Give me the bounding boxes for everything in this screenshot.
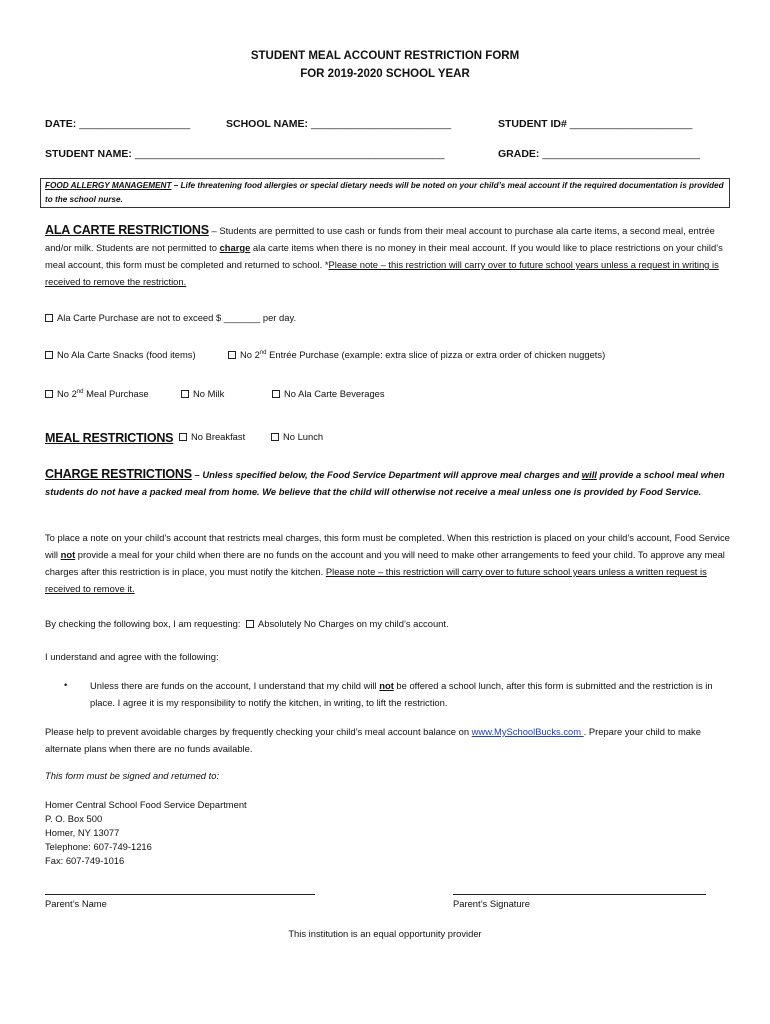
- student-name-label: STUDENT NAME:: [45, 148, 132, 160]
- bullet-text-2: be offered a school lunch, after this form is submitted and the restriction is in place. I agree it is my responsibility to notify the kitchen, in writing, to lift the restriction.: [90, 680, 713, 708]
- equal-opportunity-statement: This institution is an equal opportunity provider: [288, 928, 482, 939]
- option-no-lunch-label: No Lunch: [283, 431, 324, 442]
- checkbox-no-beverages[interactable]: [272, 390, 280, 398]
- ala-carte-text-2: ala carte items when there is no money in their meal account. If you would like to place restrictions on your child’s meal account, this form must be completed and returned to school. *: [45, 242, 723, 270]
- checkbox-no-2nd-entree[interactable]: [228, 351, 236, 359]
- school-name-blank[interactable]: ________________________: [310, 118, 452, 130]
- charge-restrictions-intro: [45, 466, 730, 500]
- meal-restrictions-row: [45, 429, 173, 447]
- date-blank[interactable]: ___________________: [79, 118, 191, 130]
- school-name-field[interactable]: [226, 118, 451, 130]
- ala-carte-text-1: – Students are permitted to use cash or funds from their meal account to purchase ala carte items, a second meal, entrée and/or milk. Students are not permitted to: [45, 225, 715, 253]
- option-no-2nd-entree-label: No 2nd Entrée Purchase (example: extra slice of pizza or extra order of chicken nuggets): [240, 349, 606, 360]
- charge-para-2: provide a meal for your child when there are no funds on the account and you will need to make other arrangements to feed your child. To approve any meal charges after this restriction is in place, you must notify the kitchen.: [45, 549, 725, 577]
- option-no-beverages[interactable]: [272, 388, 385, 399]
- bullet-dot: •: [64, 679, 68, 690]
- charge-note: Please note – this restriction will carry over to future school years unless a written request is received to remove it.: [45, 566, 707, 594]
- help-text-1: Please help to prevent avoidable charges by frequently checking your child’s meal account balance on: [45, 726, 472, 737]
- school-name-label: SCHOOL NAME:: [226, 118, 309, 130]
- ala-carte-heading: ALA CARTE RESTRICTIONS: [45, 223, 209, 237]
- charge-will-word: will: [581, 469, 597, 480]
- option-no-breakfast[interactable]: [179, 431, 245, 442]
- parent-name-line[interactable]: [45, 894, 315, 895]
- checkbox-absolutely-no-charges[interactable]: [246, 620, 254, 628]
- checking-text: By checking the following box, I am requesting:: [45, 618, 241, 629]
- ala-carte-note: Please note – this restriction will carry over to future school years unless a request in writing is received to remove the restriction.: [45, 259, 719, 287]
- charge-restrictions-paragraph: [45, 529, 730, 597]
- option-no-2nd-meal[interactable]: [45, 388, 149, 399]
- option-exceed[interactable]: [45, 312, 296, 323]
- address-line-3: Homer, NY 13077: [45, 827, 120, 838]
- date-label: DATE:: [45, 118, 77, 130]
- ala-carte-section: [45, 222, 730, 290]
- student-id-field[interactable]: [498, 118, 692, 130]
- grade-blank[interactable]: ___________________________: [542, 148, 701, 160]
- address-line-1: Homer Central School Food Service Department: [45, 799, 247, 810]
- option-no-milk[interactable]: [181, 388, 224, 399]
- food-allergy-text: – Life threatening food allergies or special dietary needs will be noted on your child’s meal account if the required documentation is provided to the school nurse.: [45, 181, 724, 204]
- food-allergy-heading: FOOD ALLERGY MANAGEMENT: [45, 181, 172, 190]
- charge-not-word: not: [60, 549, 76, 560]
- parent-signature-label: Parent’s Signature: [453, 898, 530, 909]
- option-no-milk-label: No Milk: [193, 388, 225, 399]
- option-no-snacks-label: No Ala Carte Snacks (food items): [57, 349, 196, 360]
- parent-signature-line[interactable]: [453, 894, 706, 895]
- option-no-beverages-label: No Ala Carte Beverages: [284, 388, 385, 399]
- help-text-2: . Prepare your child to make alternate plans when there are no funds available.: [45, 726, 701, 754]
- parent-name-label: Parent’s Name: [45, 898, 107, 909]
- student-id-blank[interactable]: _____________________: [569, 118, 693, 130]
- bullet-text-1: Unless there are funds on the account, I understand that my child will: [90, 680, 380, 691]
- charge-restrictions-heading: CHARGE RESTRICTIONS: [45, 467, 192, 481]
- checkbox-no-lunch[interactable]: [271, 433, 279, 441]
- fax: Fax: 607-749-1016: [45, 855, 125, 866]
- address-line-2: P. O. Box 500: [45, 813, 103, 824]
- grade-field[interactable]: [498, 148, 700, 160]
- telephone: Telephone: 607-749-1216: [45, 841, 152, 852]
- checkbox-exceed[interactable]: [45, 314, 53, 322]
- ala-carte-charge-word: charge: [219, 242, 251, 253]
- return-heading: This form must be signed and returned to:: [45, 770, 220, 781]
- agree-text: I understand and agree with the following:: [45, 651, 219, 662]
- help-paragraph: [45, 723, 730, 757]
- checkbox-no-2nd-meal[interactable]: [45, 390, 53, 398]
- charge-intro-2: provide a school meal when students do not have a packed meal from home. We believe that the child will otherwise not receive a meal unless one is provided by Food Service.: [45, 469, 725, 497]
- option-no-2nd-entree[interactable]: [228, 349, 605, 360]
- food-allergy-notice: [40, 178, 730, 208]
- option-exceed-label: Ala Carte Purchase are not to exceed $ _______ per day.: [57, 312, 297, 323]
- student-id-label: STUDENT ID#: [498, 118, 567, 130]
- checkbox-no-milk[interactable]: [181, 390, 189, 398]
- option-no-lunch[interactable]: [271, 431, 323, 442]
- student-name-blank[interactable]: _____________________________________________________: [134, 148, 445, 160]
- checkbox-no-snacks[interactable]: [45, 351, 53, 359]
- agreement-bullet: [90, 677, 730, 711]
- myschoolbucks-link[interactable]: www.MySchoolBucks.com: [471, 726, 584, 737]
- student-name-field[interactable]: [45, 148, 444, 160]
- absolutely-no-charges-row: [45, 618, 449, 629]
- form-title-line2: FOR 2019-2020 SCHOOL YEAR: [300, 68, 470, 80]
- option-no-snacks[interactable]: [45, 349, 196, 360]
- charge-intro-1: – Unless specified below, the Food Service Department will approve meal charges and: [191, 469, 582, 480]
- grade-label: GRADE:: [498, 148, 540, 160]
- option-no-2nd-meal-label: No 2nd Meal Purchase: [57, 388, 149, 399]
- checkbox-no-breakfast[interactable]: [179, 433, 187, 441]
- charge-para-1: To place a note on your child’s account that restricts meal charges, this form must be completed. When this restriction is placed on your child’s account, Food Service will: [45, 532, 730, 560]
- form-title-line1: STUDENT MEAL ACCOUNT RESTRICTION FORM: [250, 50, 520, 62]
- option-no-breakfast-label: No Breakfast: [191, 431, 246, 442]
- meal-restrictions-heading: MEAL RESTRICTIONS: [45, 431, 174, 445]
- date-field[interactable]: [45, 118, 190, 130]
- bullet-not-word: not: [379, 680, 394, 691]
- absolutely-no-charges-label: Absolutely No Charges on my child’s account.: [258, 618, 449, 629]
